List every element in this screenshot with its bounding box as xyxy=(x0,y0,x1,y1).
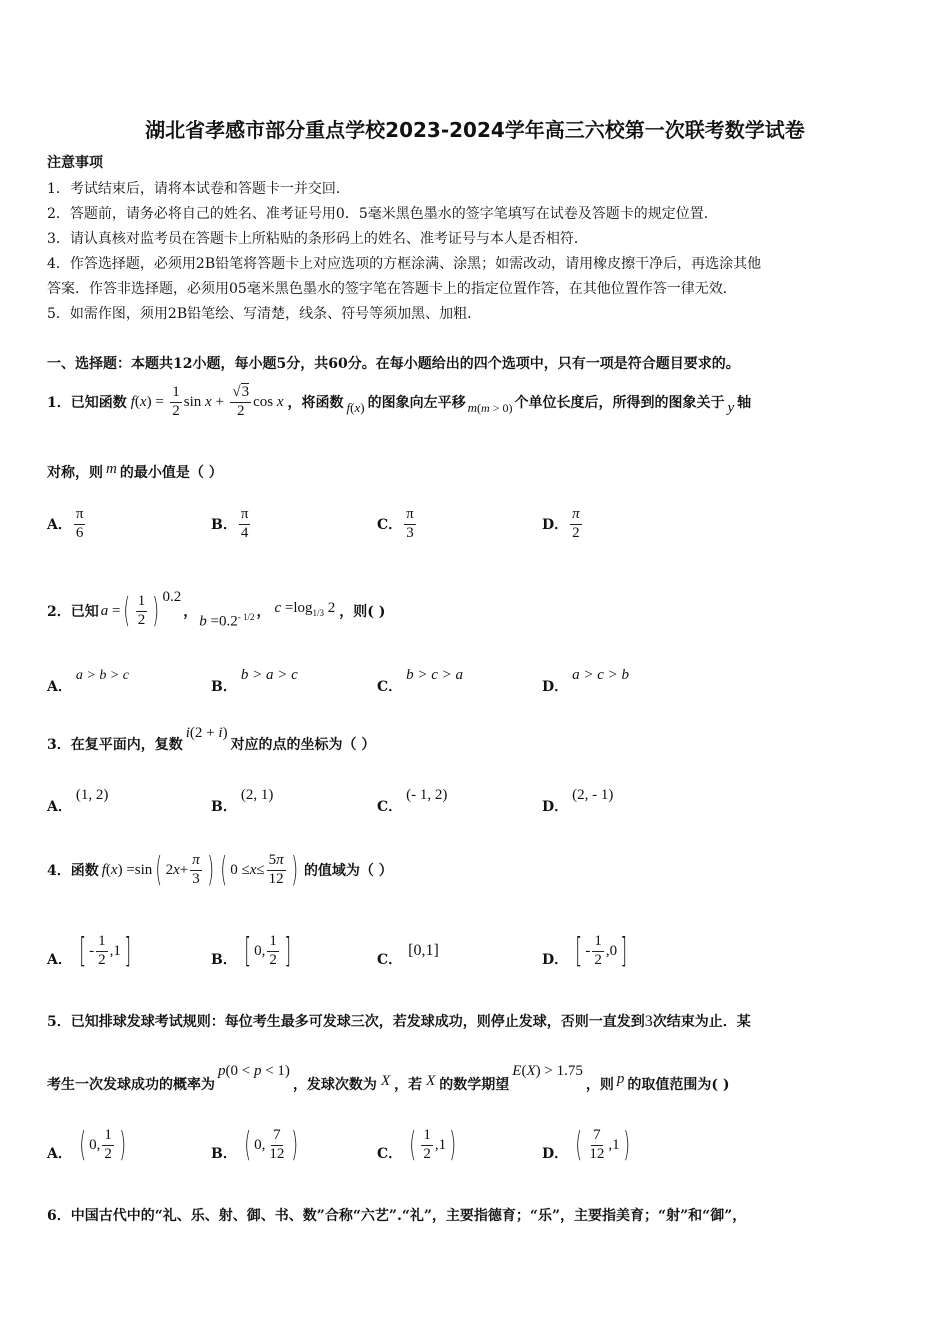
option-d[interactable]: D．a > c > b xyxy=(542,667,630,695)
notice-item: 4．作答选择题，必须用2B铅笔将答题卡上对应选项的方框涂满、涂黑；如需改动，请用橡皮擦干净后，再选涂其他 xyxy=(47,256,762,272)
option-a[interactable]: A． ( 0, $\frac{1}{2}$ ) xyxy=(47,1125,126,1165)
notice-item: 5．如需作图，须用2B铅笔绘、写清楚，线条、符号等须加黑、加粗． xyxy=(47,306,482,322)
option-d[interactable]: D．(2, - 1) xyxy=(542,787,614,815)
option-a[interactable]: A．a > b > c xyxy=(47,668,129,695)
question-1: 1．已知函数 f(x) = $\frac{1}{2}$ sin x + $\frac{√3}{2}$ cos x ，将函数 f(x) 的图象向左平移 m(m > 0) 个单位长度后，所得到的图象关于 y 轴 xyxy=(47,384,752,419)
option-c[interactable]: C． $\frac{\pi}{3}$ xyxy=(377,506,414,541)
question-2: 2．已知 a = ( $\frac{1}{2}$ ) $^{0.2}$ ， $b =0.2^{- 1/2}$ ， $c =\log_{1/3}$ 2 ，则( ) xyxy=(47,588,386,631)
page-title: 湖北省孝感市部分重点学校2023-2024学年高三六校第一次联考数学试卷 xyxy=(145,118,805,142)
option-d[interactable]: D． $\frac{\pi}{2}$ xyxy=(542,506,580,541)
option-a[interactable]: A．(1, 2) xyxy=(47,787,109,815)
options-q3 xyxy=(47,784,907,814)
option-c[interactable]: C．(- 1, 2) xyxy=(377,787,448,815)
notice-item: 3．请认真核对监考员在答题卡上所粘贴的条形码上的姓名、准考证号与本人是否相符． xyxy=(47,231,588,247)
notice-heading: 注意事项 xyxy=(47,155,103,171)
question-5-cont: 考生一次发球成功的概率为 p(0 < p < 1) ，发球次数为 X ，若 X 的数学期望 E(X) > 1.75 ，则 p 的取值范围为( ) xyxy=(47,1063,730,1093)
option-a[interactable]: A． [ - $\frac{1}{2}$ ,1 ] xyxy=(47,931,131,971)
options-q4 xyxy=(47,928,907,974)
question-6: 6．中国古代中的“礼、乐、射、御、书、数”合称“六艺”.“礼”，主要指德育；“乐”，主要指美育；“射”和“御”， xyxy=(47,1208,747,1224)
options-q1 xyxy=(47,503,907,545)
option-c[interactable]: C． ( $\frac{1}{2}$ ,1 ) xyxy=(377,1125,457,1165)
formula-f: f(x) = $\frac{1}{2}$ sin x + $\frac{√3}{2}$ cos x xyxy=(130,384,284,419)
option-c[interactable]: C． [0,1] xyxy=(377,942,439,968)
option-b[interactable]: B． [ 0, $\frac{1}{2}$ ] xyxy=(211,931,291,971)
option-d[interactable]: D． [ - $\frac{1}{2}$ ,0 ] xyxy=(542,931,628,971)
formula-a: a = ( $\frac{1}{2}$ ) $^{0.2}$ xyxy=(100,588,182,631)
options-q5 xyxy=(47,1122,907,1168)
formula-b: $b =0.2^{- 1/2}$ xyxy=(199,611,255,630)
options-q2 xyxy=(47,664,907,694)
question-1-cont: 对称，则 m 的最小值是（ ） xyxy=(47,461,223,481)
formula-f4: f ( x ) =sin ( 2 x + $\frac{\pi}{3}$ ) ( 0 ≤ x ≤ $\frac{5\pi}{12}$ ) xyxy=(101,850,298,890)
question-5: 5．已知排球发球考试规则：每位考生最多可发球三次，若发球成功，则停止发球，否则一直发到3次结束为止．某 xyxy=(47,1013,751,1030)
notice-item: 1．考试结束后，请将本试卷和答题卡一并交回． xyxy=(47,181,350,197)
section-heading: 一、选择题：本题共12小题，每小题5分，共60分。在每小题给出的四个选项中，只有一项是符合题目要求的。 xyxy=(47,356,740,372)
option-d[interactable]: D． ( $\frac{7}{12}$ ,1 ) xyxy=(542,1125,630,1165)
formula-c: $c =\log_{1/3}$ 2 xyxy=(274,600,336,618)
option-b[interactable]: B． ( 0, $\frac{7}{12}$ ) xyxy=(211,1125,299,1165)
question-4: 4．函数 f ( x ) =sin ( 2 x + $\frac{\pi}{3}$ ) ( 0 ≤ x ≤ $\frac{5\pi}{12}$ ) 的值域为（ ） xyxy=(47,850,393,890)
option-b[interactable]: B．(2, 1) xyxy=(211,787,274,815)
question-3: 3．在复平面内，复数 i(2 + i) 对应的点的坐标为（ ） xyxy=(47,725,376,753)
notice-item: 答案．作答非选择题，必须用05毫米黑色墨水的签字笔在答题卡上的指定位置作答，在其他位置作答一律无效． xyxy=(47,281,737,297)
formula-z: i(2 + i) xyxy=(185,725,228,741)
option-a[interactable]: A． $\frac{\pi}{6}$ xyxy=(47,506,84,541)
option-b[interactable]: B．b > a > c xyxy=(211,667,298,695)
notice-item: 2．答题前，请务必将自己的姓名、准考证号用0．5毫米黑色墨水的签字笔填写在试卷及答题卡的规定位置． xyxy=(47,206,718,222)
option-b[interactable]: B． $\frac{\pi}{4}$ xyxy=(211,506,249,541)
option-c[interactable]: C．b > c > a xyxy=(377,667,464,695)
